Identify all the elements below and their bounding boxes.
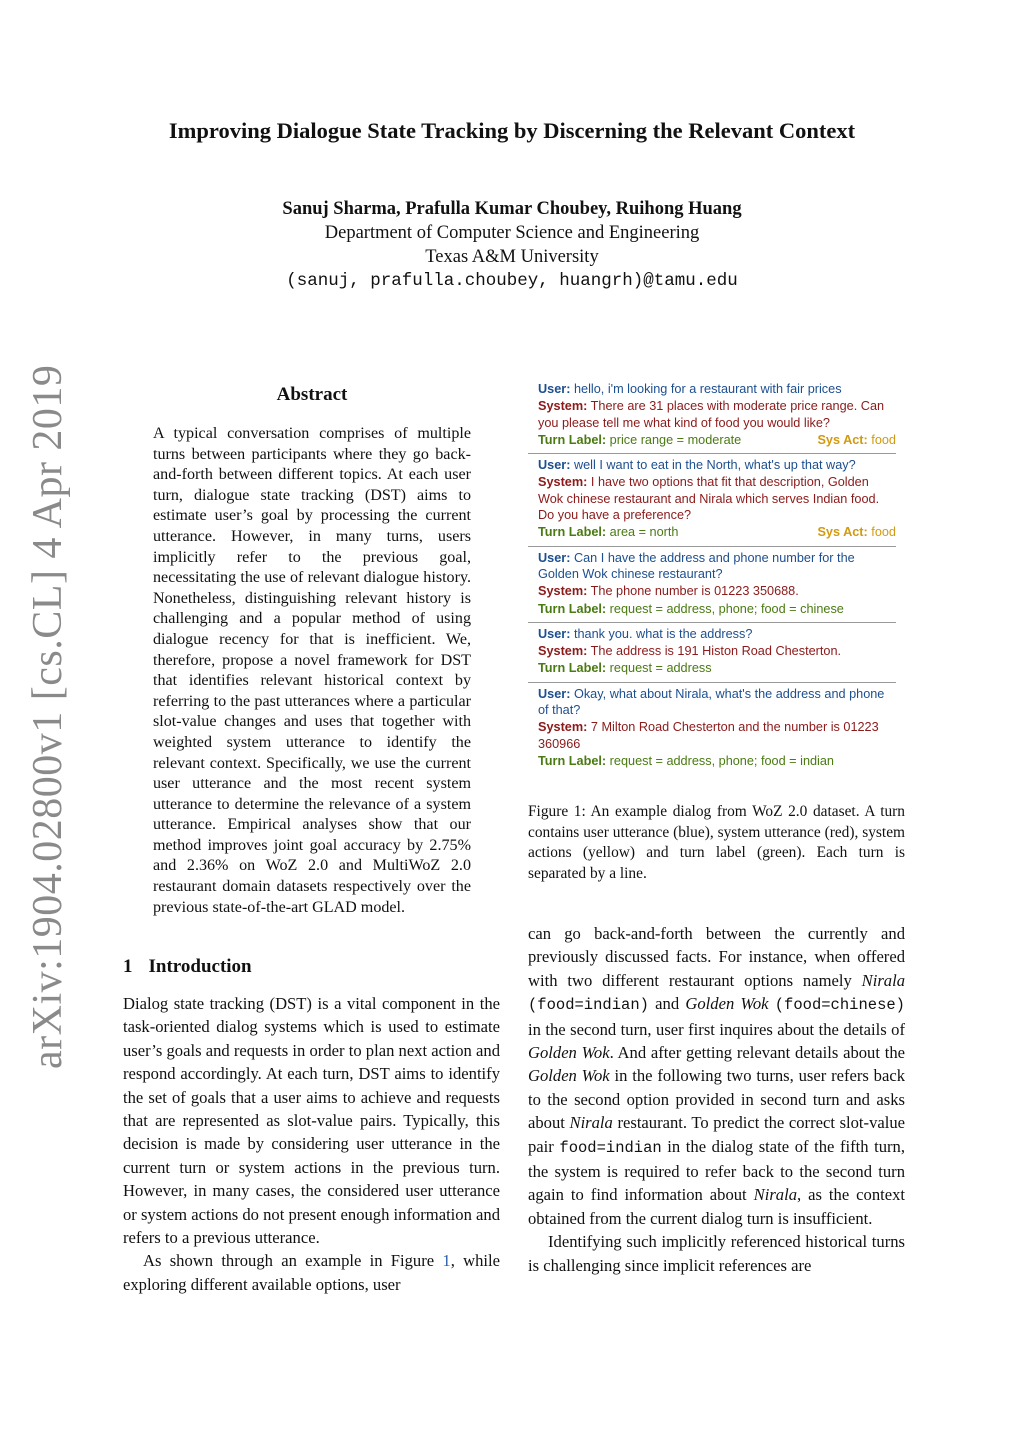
restaurant-name: Nirala <box>753 1185 797 1205</box>
abstract-text: A typical conversation comprises of multiple turns between participants where they go back-and-forth between different topics. At each user turn, dialogue state tracking (DST) aims to estimate user’s goal by processing the current utterance. However, in many turns, users implicitly refer to the previous goal, necessitating the use of relevant dialogue history. Nonetheless, distinguishing relevant history is challenging and a popular method of using dialogue recency for that is inefficient. We, therefore, propose a novel framework for DST that identifies relevant historical context by referring to the past utterances where a particular slot-value changes and uses that together with weighted system utterance to identify the relevant context. Specifically, we use the current user utterance and the most recent system utterance to determine the relevance of a system utterance. Empirical analyses show that our method improves joint goal accuracy by 2.75% and 2.36% on WoZ 2.0 and MultiWoZ 2.0 restaurant domain datasets respectively over the previous state-of-the-art GLAD model. <box>153 425 471 916</box>
turn-label-text: area = north <box>609 525 679 540</box>
user-utterance <box>538 626 896 642</box>
section-title: Introduction <box>148 956 252 977</box>
system-text: 7 Milton Road Chesterton and the number is 01223 360966 <box>538 720 879 751</box>
user-label: User: <box>538 686 571 701</box>
section-number: 1 <box>123 956 133 977</box>
intro-text: , while exploring different available options, user <box>123 1251 500 1294</box>
system-label: System: <box>538 584 588 599</box>
author-university: Texas A&M University <box>425 247 599 267</box>
system-utterance <box>538 583 896 599</box>
system-utterance <box>538 474 896 523</box>
intro-text: in the following two turns, user refers back to the second option provided in second turn and asks about <box>528 1066 905 1133</box>
slot-value: (food=chinese) <box>774 996 905 1015</box>
sys-act-text: food <box>871 525 896 540</box>
figure-reference-link[interactable]: 1 <box>442 1251 451 1271</box>
turn-label-text: request = address <box>609 661 712 676</box>
figure-dialog <box>528 378 896 774</box>
sys-act-text: food <box>871 432 896 447</box>
user-label: User: <box>538 550 571 565</box>
system-label: System: <box>538 399 588 414</box>
user-text: Okay, what about Nirala, what's the address and phone of that? <box>538 686 885 718</box>
restaurant-name: Nirala <box>861 970 905 990</box>
restaurant-name: Golden Wok <box>685 994 769 1014</box>
user-label: User: <box>538 626 571 641</box>
turn-label <box>538 660 896 676</box>
paper-title: Improving Dialogue State Tracking by Discerning the Relevant Context <box>168 118 856 143</box>
system-utterance <box>538 719 896 752</box>
user-text: thank you. what is the address? <box>573 626 753 641</box>
author-names: Sanuj Sharma, Prafulla Kumar Choubey, Ruihong Huang <box>282 199 742 219</box>
turn-label-text: request = address, phone; food = indian <box>609 753 834 768</box>
user-text: hello, i'm looking for a restaurant with fair prices <box>573 382 842 396</box>
turn-label-label: Turn Label: <box>538 601 607 616</box>
user-utterance <box>538 686 896 719</box>
system-text: The address is 191 Histon Road Chesterton. <box>590 644 842 659</box>
system-label: System: <box>538 475 588 490</box>
turn-label-label: Turn Label: <box>538 525 607 540</box>
system-utterance <box>538 398 896 431</box>
sys-act-label: Sys Act: <box>817 525 868 540</box>
section-heading <box>123 956 503 978</box>
turn-label <box>538 601 896 617</box>
system-label: System: <box>538 644 588 659</box>
arxiv-identifier: arXiv:1904.02800v1 [cs.CL] 4 Apr 2019 <box>25 364 71 1069</box>
intro-text: and <box>648 994 686 1014</box>
sys-act-label: Sys Act: <box>817 432 868 447</box>
system-text: The phone number is 01223 350688. <box>590 584 799 599</box>
abstract-heading: Abstract <box>276 384 348 405</box>
intro-paragraph-1: Dialog state tracking (DST) is a vital component in the task-oriented dialog systems which is used to estimate user’s goals and requests in order to plan next action and respond accordingly. At each turn, DST aims to identify the set of goals that a user aims to achieve and requests that are represented as slot-value pairs. Typically, this decision is made by considering user utterance in the current turn or system actions in the previous turn. However, in many cases, the considered user utterance or system actions do not present enough information and refers to a previous utterance. <box>123 994 500 1248</box>
restaurant-name: Golden Wok <box>528 1043 610 1063</box>
author-block <box>0 197 1024 293</box>
turn-label <box>538 753 896 769</box>
restaurant-name: Nirala <box>569 1113 613 1133</box>
dialog-turn-1 <box>528 378 896 454</box>
figure-caption: Figure 1: An example dialog from WoZ 2.0 dataset. A turn contains user utterance (blue), system utterance (red), system actions (yellow) and turn label (green). Each turn is separated by a line. <box>528 803 905 882</box>
user-label: User: <box>538 458 571 473</box>
user-utterance <box>538 457 896 473</box>
intro-paragraph-2 <box>123 1249 500 1296</box>
restaurant-name: Golden Wok <box>528 1066 610 1086</box>
intro-text: As shown through an example in Figure <box>143 1251 443 1271</box>
turn-label-label: Turn Label: <box>538 661 607 676</box>
dialog-turn-4 <box>528 623 896 683</box>
turn-label <box>538 432 896 448</box>
turn-label-text: price range = moderate <box>609 432 742 447</box>
system-utterance <box>538 643 896 659</box>
intro-text: in the dialog state of the fifth turn, the system is required to refer back to the second turn again to find information about <box>528 1136 905 1205</box>
system-text: I have two options that fit that description, Golden Wok chinese restaurant and Nirala which serves Indian food. Do you have a preference? <box>538 475 880 523</box>
user-utterance <box>538 550 896 583</box>
intro-text: can go back-and-forth between the currently and previously discussed facts. For instance, when offered with two different restaurant options namely <box>528 924 905 990</box>
dialog-turn-3 <box>528 547 896 623</box>
user-utterance <box>538 381 896 397</box>
system-action <box>817 432 896 448</box>
turn-label-label: Turn Label: <box>538 753 607 768</box>
turn-label-text: request = address, phone; food = chinese <box>609 601 844 616</box>
intro-text: , as the context obtained from the current dialog turn is insufficient. <box>528 1185 906 1228</box>
system-text: There are 31 places with moderate price range. Can you please tell me what kind of food you would like? <box>538 399 885 430</box>
slot-value: food=indian <box>559 1138 662 1157</box>
intro-paragraph-4: Identifying such implicitly referenced historical turns is challenging since implicit references are <box>528 1232 905 1275</box>
author-department: Department of Computer Science and Engineering <box>324 223 700 243</box>
intro-text: . And after getting relevant details about the <box>609 1043 905 1063</box>
intro-text: restaurant. To predict the correct slot-value pair <box>528 1113 906 1156</box>
system-label: System: <box>538 720 588 735</box>
user-label: User: <box>538 382 571 396</box>
intro-right-column <box>528 922 905 1277</box>
intro-text: in the second turn, user first inquires about the details of <box>528 1019 905 1039</box>
intro-left-column <box>123 992 500 1296</box>
dialog-turn-5 <box>528 683 896 774</box>
turn-label <box>538 524 896 540</box>
turn-label-label: Turn Label: <box>538 432 607 447</box>
system-action <box>817 524 896 540</box>
intro-paragraph-3 <box>528 922 905 1230</box>
slot-value: (food=indian) <box>528 996 649 1015</box>
user-text: well I want to eat in the North, what's up that way? <box>573 458 856 473</box>
author-email: (sanuj, prafulla.choubey, huangrh)@tamu.edu <box>286 271 738 291</box>
user-text: Can I have the address and phone number for the Golden Wok chinese restaurant? <box>538 550 855 581</box>
dialog-turn-2 <box>528 454 896 546</box>
